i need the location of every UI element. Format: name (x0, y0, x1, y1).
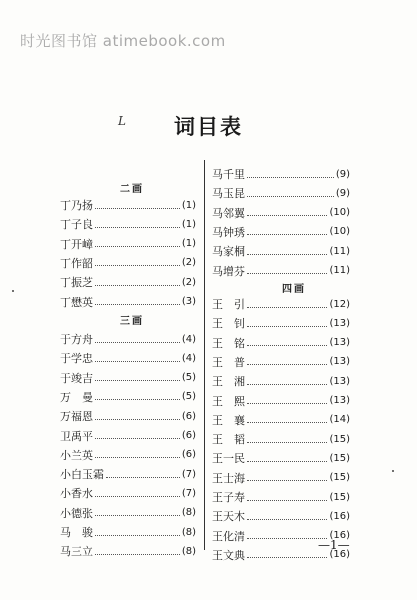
scan-speck (392, 470, 394, 472)
section-heading: 二画 (120, 184, 144, 195)
dot-leader (247, 273, 327, 274)
index-entry (212, 373, 350, 389)
index-entry (60, 408, 196, 424)
page-number: —1— (318, 538, 350, 552)
entry-name: 于竣吉 (60, 371, 93, 385)
entry-page: (9) (335, 168, 350, 180)
dot-leader (95, 342, 180, 343)
section-heading: 三画 (120, 316, 144, 327)
entry-page: (16) (329, 530, 350, 542)
entry-name: 万福恩 (60, 410, 93, 424)
dot-leader (247, 422, 327, 423)
index-entry (212, 508, 350, 524)
dot-leader (247, 177, 334, 178)
entry-name: 王 韬 (212, 433, 245, 447)
index-entry (60, 236, 196, 252)
entry-name: 王天木 (212, 510, 245, 524)
dot-leader (95, 399, 180, 400)
page-title: 词目表 (174, 114, 243, 139)
entry-page: (10) (329, 207, 350, 219)
dot-leader (247, 442, 327, 443)
entry-page: (15) (329, 433, 350, 445)
index-entry (212, 243, 350, 259)
entry-page: (6) (181, 430, 196, 441)
entry-name: 马 骏 (60, 526, 93, 539)
index-entry (60, 350, 196, 366)
entry-page: (8) (181, 545, 196, 557)
entry-page: (13) (329, 395, 350, 406)
entry-name: 丁作韶 (60, 256, 93, 270)
entry-page: (8) (181, 526, 196, 538)
index-entry (60, 485, 196, 501)
entry-name: 丁开嶂 (60, 237, 93, 251)
entry-name: 王文典 (212, 548, 245, 562)
index-entry (212, 412, 350, 428)
index-entry (60, 447, 196, 463)
entry-name: 王 钊 (212, 317, 245, 331)
entry-name: 卫禹平 (60, 429, 93, 443)
index-entry (212, 335, 350, 351)
index-entry (60, 255, 196, 271)
dot-leader (95, 457, 180, 458)
entry-page: (6) (181, 410, 196, 422)
index-entry (60, 466, 196, 482)
index-entry (212, 185, 350, 201)
column-divider (204, 160, 205, 550)
index-entry (60, 370, 196, 386)
entry-page: (2) (181, 257, 196, 269)
dot-leader (247, 234, 327, 235)
entry-name: 丁振芝 (60, 276, 93, 290)
dot-leader (95, 246, 180, 247)
index-entry (212, 315, 350, 331)
dot-leader (247, 461, 327, 462)
dot-leader (95, 265, 180, 266)
entry-name: 于学忠 (60, 352, 93, 366)
index-entry (60, 294, 196, 310)
index-entry (60, 197, 196, 213)
entry-name: 马增芬 (212, 264, 245, 278)
dot-leader (95, 419, 180, 420)
index-entry (212, 470, 350, 486)
watermark: 时光图书馆 atimebook.com (20, 32, 226, 50)
entry-name: 马邻翼 (212, 206, 245, 220)
entry-name: 丁懋英 (60, 295, 93, 309)
dot-leader (95, 227, 180, 228)
entry-page: (3) (181, 296, 196, 307)
dot-leader (106, 477, 180, 478)
entry-page: (1) (181, 218, 196, 230)
entry-name: 万 曼 (60, 390, 93, 404)
entry-page: (13) (329, 337, 350, 349)
entry-name: 王 铭 (212, 336, 245, 350)
entry-page: (13) (329, 317, 350, 329)
index-entry (60, 274, 196, 290)
dot-leader (247, 500, 327, 501)
entry-name: 于方舟 (60, 333, 93, 346)
dot-leader (95, 380, 180, 381)
entry-page: (8) (181, 507, 196, 519)
dot-leader (95, 208, 180, 209)
entry-page: (12) (329, 298, 350, 310)
entry-page: (1) (181, 199, 196, 211)
entry-page: (5) (181, 372, 196, 384)
index-entry (60, 216, 196, 232)
entry-name: 丁乃扬 (60, 199, 93, 212)
dot-leader (95, 535, 180, 536)
index-entry (60, 428, 196, 444)
dot-leader (247, 196, 334, 197)
entry-page: (9) (335, 187, 350, 199)
dot-leader (247, 480, 327, 481)
dot-leader (247, 519, 327, 520)
entry-page: (11) (329, 245, 350, 257)
index-entry (212, 450, 350, 466)
entry-page: (4) (181, 352, 196, 364)
dot-leader (247, 403, 327, 404)
scan-speck (12, 290, 14, 292)
corner-mark: L (118, 114, 126, 128)
dot-leader (247, 557, 327, 558)
index-entry (60, 543, 196, 559)
entry-name: 马钟琇 (212, 225, 245, 239)
dot-leader (247, 345, 327, 346)
entry-name: 马三立 (60, 545, 93, 559)
entry-name: 王一民 (212, 452, 245, 466)
index-entry (212, 296, 350, 312)
dot-leader (247, 254, 327, 255)
entry-name: 马家桐 (212, 245, 245, 259)
entry-page: (1) (181, 238, 196, 250)
dot-leader (95, 496, 180, 497)
entry-name: 小白玉霜 (60, 468, 104, 482)
index-entry (212, 224, 350, 240)
entry-name: 王子寿 (212, 491, 245, 504)
dot-leader (247, 307, 327, 308)
entry-name: 丁子良 (60, 218, 93, 232)
entry-page: (16) (329, 510, 350, 522)
entry-name: 小德张 (60, 506, 93, 520)
dot-leader (247, 326, 327, 327)
entry-name: 王 普 (212, 355, 245, 369)
entry-page: (6) (181, 449, 196, 461)
entry-page: (15) (329, 452, 350, 464)
dot-leader (95, 515, 180, 516)
entry-name: 王 熙 (212, 394, 245, 408)
index-entry (60, 505, 196, 521)
entry-page: (13) (329, 375, 350, 387)
dot-leader (95, 438, 180, 439)
dot-leader (95, 285, 180, 286)
entry-page: (2) (181, 276, 196, 288)
index-entry (212, 166, 350, 182)
index-entry (212, 393, 350, 409)
entry-page: (10) (329, 226, 350, 238)
index-entry (212, 263, 350, 279)
index-entry (60, 389, 196, 405)
entry-page: (7) (181, 468, 196, 480)
entry-name: 王士海 (212, 471, 245, 485)
index-entry (60, 331, 196, 347)
entry-page: (13) (329, 356, 350, 368)
dot-leader (247, 384, 327, 385)
dot-leader (95, 554, 180, 555)
entry-page: (16) (329, 549, 350, 561)
dot-leader (247, 364, 327, 365)
entry-name: 王 湘 (212, 375, 245, 389)
dot-leader (247, 215, 327, 216)
entry-page: (14) (329, 414, 350, 426)
entry-name: 小兰英 (60, 448, 93, 462)
entry-page: (5) (181, 391, 196, 403)
entry-page: (15) (329, 491, 350, 503)
entry-page: (7) (181, 487, 196, 499)
entry-name: 马玉昆 (212, 187, 245, 201)
entry-name: 马千里 (212, 168, 245, 181)
index-entry (212, 205, 350, 221)
entry-name: 王 襄 (212, 413, 245, 427)
dot-leader (95, 361, 180, 362)
entry-name: 王化清 (212, 529, 245, 543)
section-heading: 四画 (282, 284, 306, 295)
dot-leader (247, 538, 327, 539)
index-entry (212, 431, 350, 447)
entry-page: (4) (181, 333, 196, 345)
entry-page: (11) (329, 265, 350, 276)
entry-name: 小香水 (60, 487, 93, 501)
entry-page: (15) (329, 472, 350, 484)
index-entry (212, 489, 350, 505)
entry-name: 王 引 (212, 298, 245, 311)
dot-leader (95, 304, 180, 305)
index-entry (60, 524, 196, 540)
index-entry (212, 354, 350, 370)
